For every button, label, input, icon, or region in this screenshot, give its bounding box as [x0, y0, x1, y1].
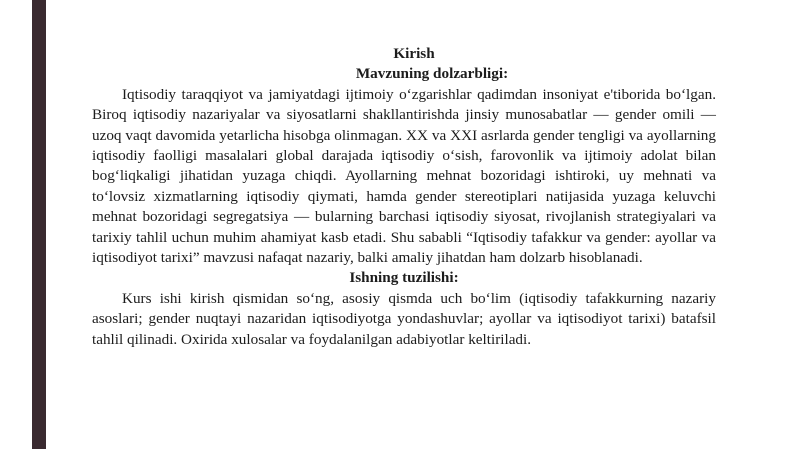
section-heading-relevance: Mavzuning dolzarbligi: [355, 65, 509, 83]
document-body [92, 44, 716, 350]
paragraph-relevance: Iqtisodiy taraqqiyot va jamiyatdagi ijtimoiy o‘zgarishlar qadimdan insoniyat e'tiborida bo‘lgan. Biroq iqtisodiy nazariyalar va siyosatlarni shakllantirishda jinsiy munosabatlar — gender omili — uzoq vaqt davomida yetarlicha hisobga olinmagan. XX va XXI asrlarda gender tengligi va ayollarning iqtisodiy faolligi masalalari global darajada iqtisodiy o‘sish, farovonlik va ijtimoiy adolat bilan bog‘liqkaligi jihatidan yuzaga chiqdi. Ayollarning mehnat bozoridagi ishtiroki, uy mehnati va to‘lovsiz xizmatlarning iqtisodiy qiymati, hamda gender stereotiplari natijasida yuzaga keluvchi mehnat bozoridagi segregatsiya — bularning barchasi iqtisodiy siyosat, rivojlanish strategiyalari va tarixiy tahlil uchun muhim ahamiyat kasb etadi. Shu sababli “Iqtisodiy tafakkur va gender: ayollar va iqtisodiyot tarixi” mavzusi nafaqat nazariy, balki amaliy jihatdan ham dolzarb hisoblanadi. [92, 85, 716, 267]
document-title: Kirish [393, 45, 435, 62]
left-accent-bar [32, 0, 46, 449]
section-heading-structure: Ishning tuzilishi: [349, 269, 459, 287]
paragraph-structure: Kurs ishi kirish qismidan so‘ng, asosiy qismda uch bo‘lim (iqtisodiy tafakkurning nazariy asoslari; gender nuqtayi nazaridan iqtisodiyotga yondashuvlar; ayollar va iqtisodiyot tarixi) batafsil tahlil qilinadi. Oxirida xulosalar va foydalanilgan adabiyotlar keltiriladi. [92, 289, 716, 348]
